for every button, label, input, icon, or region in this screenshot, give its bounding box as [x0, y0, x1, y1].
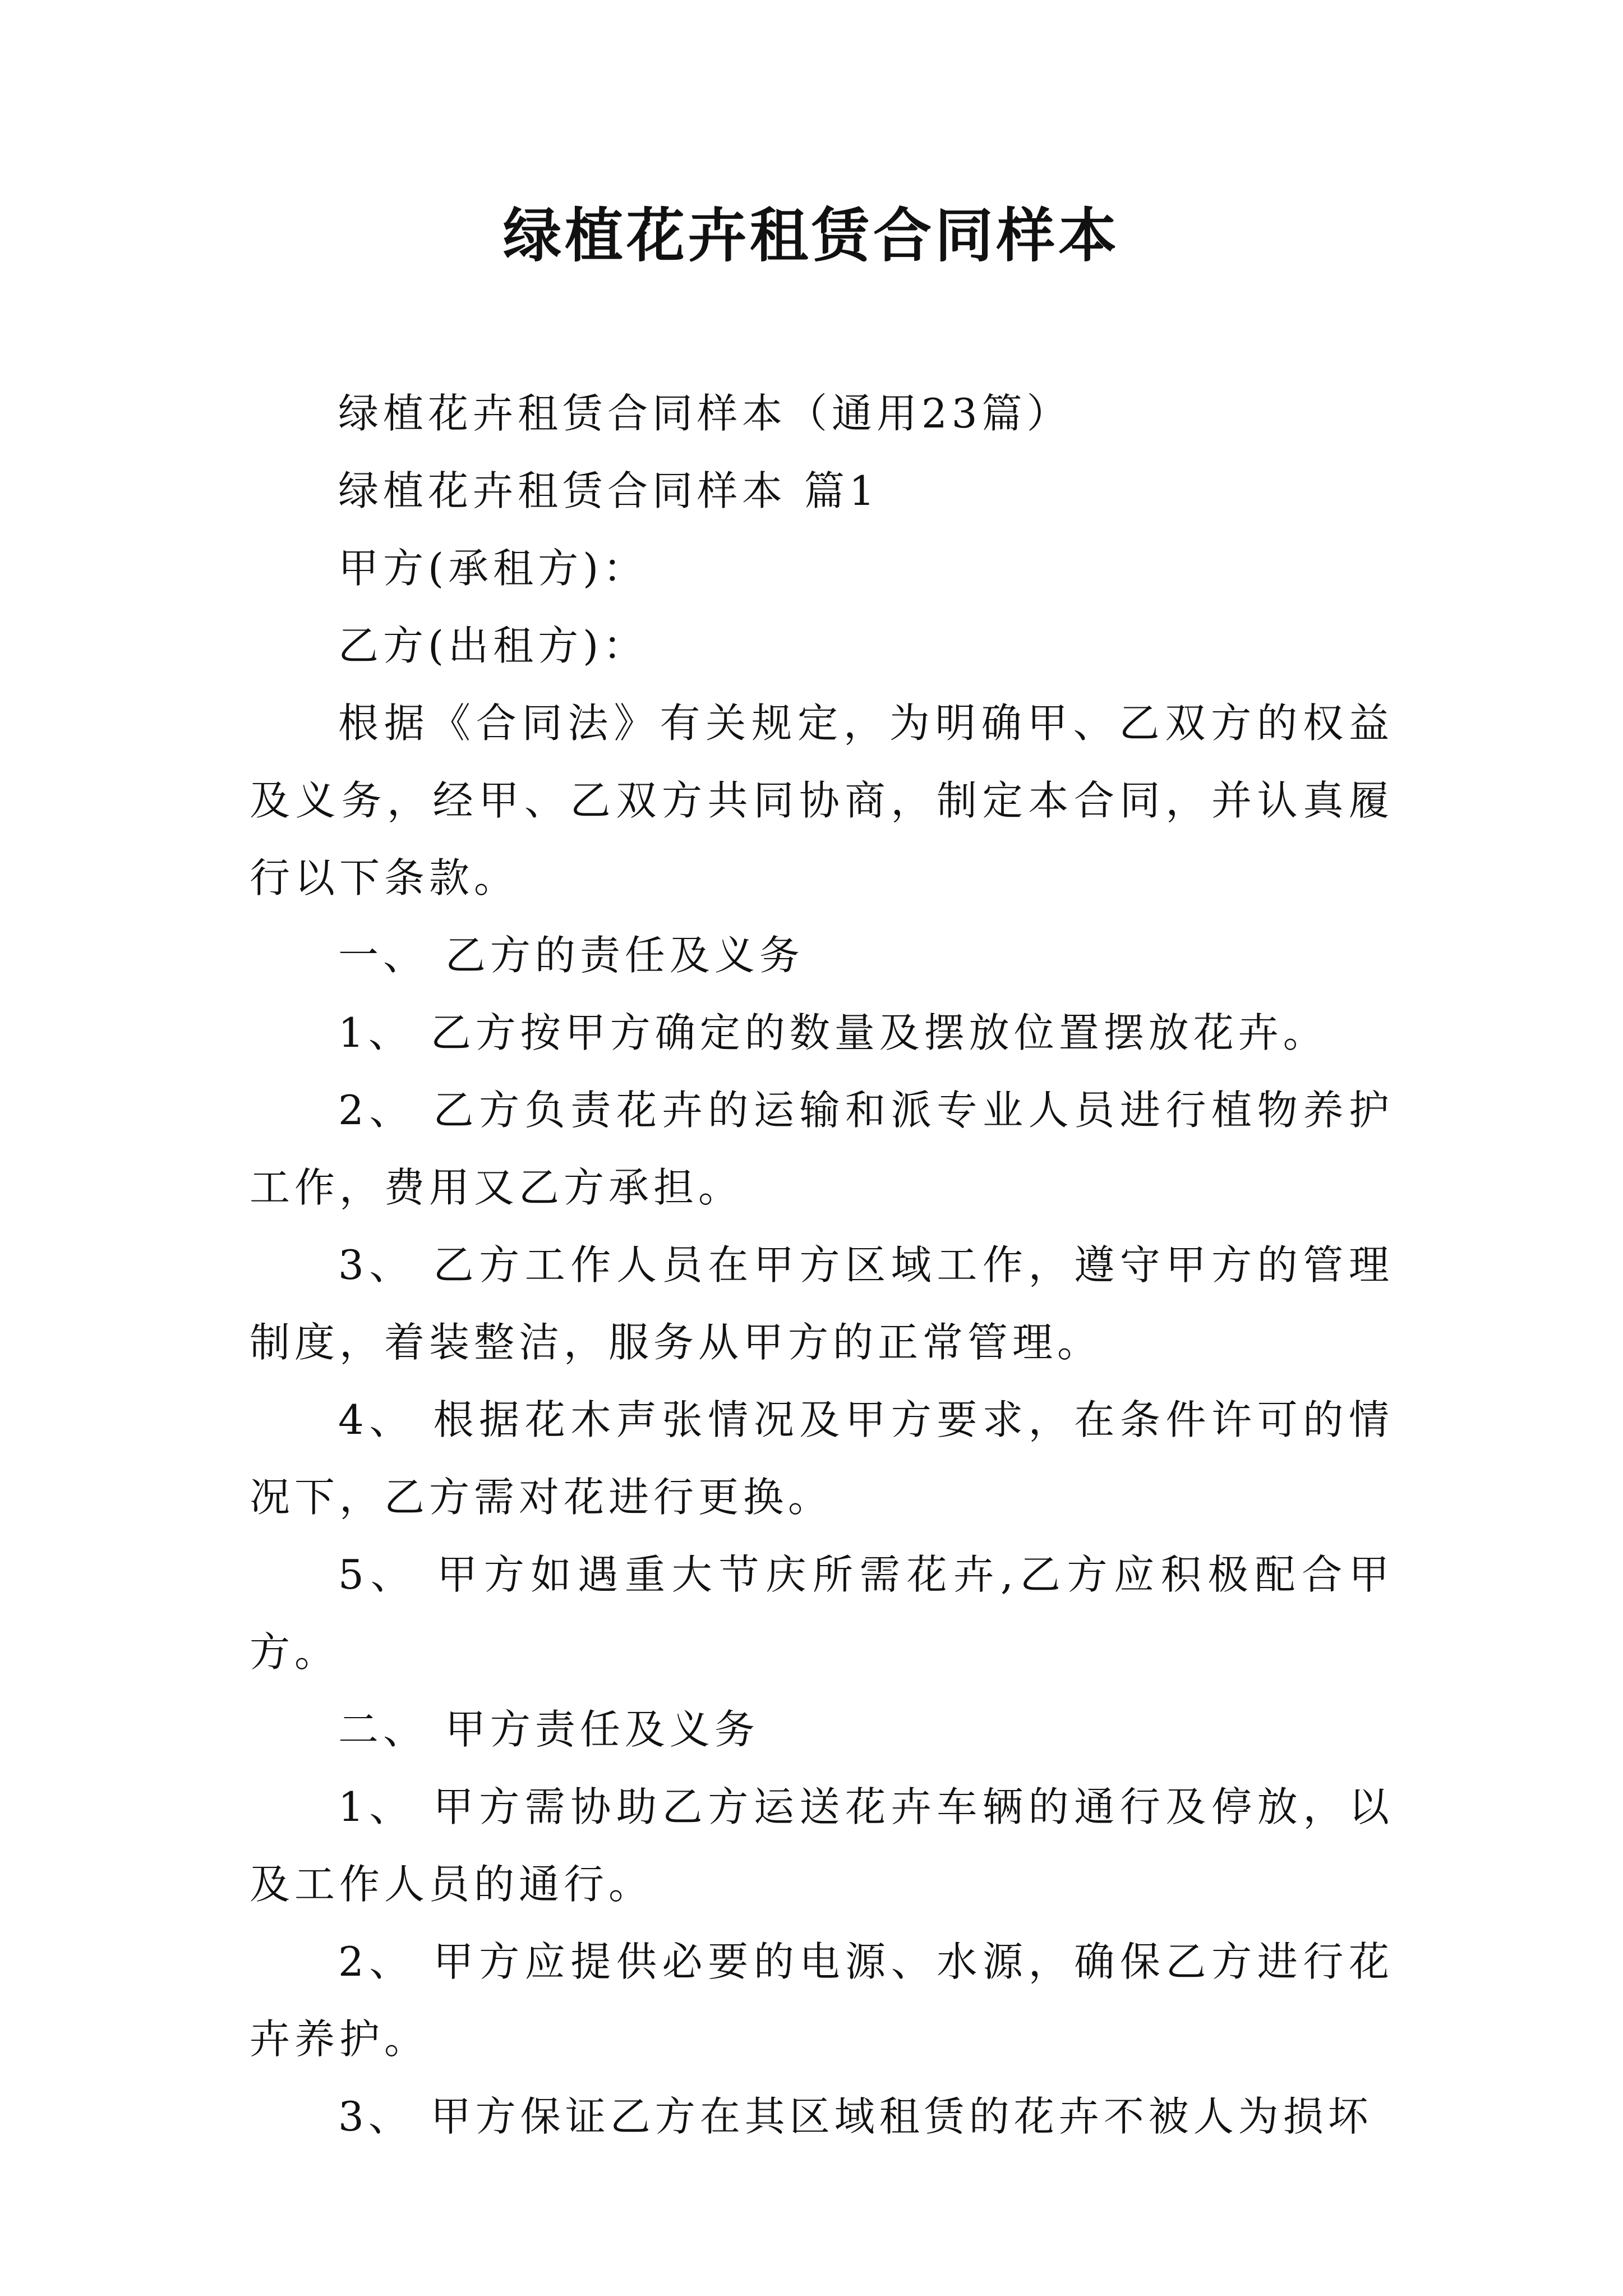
clause-b-1: 1、 乙方按甲方确定的数量及摆放位置摆放花卉。 [338, 1009, 1328, 1056]
clause-b-2: 2、 乙方负责花卉的运输和派专业人员进行植物养护工作，费用又乙方承担。 [250, 1087, 1394, 1211]
clause-a-3: 3、 甲方保证乙方在其区域租赁的花卉不被人为损坏 [338, 2093, 1373, 2140]
section-heading-party-b-duties: 一、 乙方的责任及义务 [338, 932, 804, 979]
clause-a-1: 1、 甲方需协助乙方运送花卉车辆的通行及停放，以及工作人员的通行。 [250, 1783, 1394, 1908]
document-body [250, 375, 1394, 2155]
clause-b-3: 3、 乙方工作人员在甲方区域工作，遵守甲方的管理制度，着装整洁，服务从甲方的正常管理。 [250, 1241, 1394, 1366]
document-title: 绿植花卉租赁合同样本 [502, 201, 1120, 270]
party-b-line: 乙方(出租方)： [338, 622, 648, 669]
clause-a-2: 2、 甲方应提供必要的电源、水源，确保乙方进行花卉养护。 [250, 1938, 1394, 2063]
section-heading-part-1: 绿植花卉租赁合同样本 篇1 [338, 467, 879, 514]
clause-b-5: 5、 甲方如遇重大节庆所需花卉,乙方应积极配合甲方。 [250, 1551, 1394, 1676]
party-a-line: 甲方(承租方)： [338, 545, 648, 592]
doc-subtitle: 绿植花卉租赁合同样本（通用23篇） [338, 390, 1072, 437]
clause-b-4: 4、 根据花木声张情况及甲方要求，在条件许可的情况下，乙方需对花进行更换。 [250, 1396, 1394, 1521]
section-heading-party-a-duties: 二、 甲方责任及义务 [338, 1706, 759, 1753]
preamble-paragraph: 根据《合同法》有关规定，为明确甲、乙双方的权益及义务，经甲、乙双方共同协商，制定本合同，并认真履行以下条款。 [250, 700, 1394, 901]
